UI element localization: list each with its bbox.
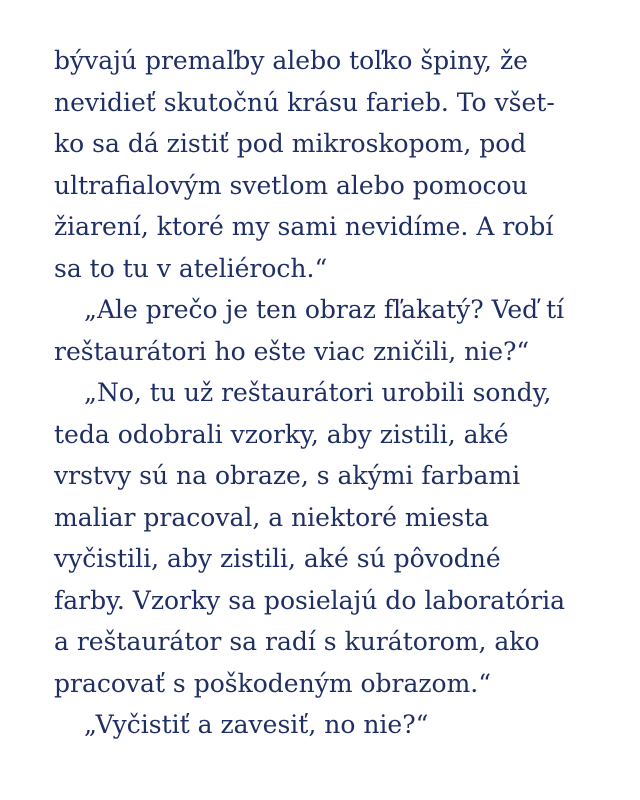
text-line: vrstvy sú na obraze, s akými farbami — [54, 461, 521, 490]
text-line: ultrafialovým svetlom alebo pomocou — [54, 170, 528, 200]
text-line: žiarení, ktoré my sami nevidíme. A robí — [54, 212, 554, 241]
text-line: nevidieť skutočnú krásu farieb. To všet- — [54, 87, 555, 117]
text-line: farby. Vzorky sa posielajú do laboratória — [54, 585, 566, 615]
text-line: a reštaurátor sa radí s kurátorom, ako — [54, 627, 540, 656]
text-line: ko sa dá zistiť pod mikroskopom, pod — [54, 129, 527, 158]
text-body — [54, 40, 614, 746]
text-line: vyčistili, aby zistili, aké sú pôvodné — [54, 544, 501, 573]
text-line: bývajú premaľby alebo toľko špiny, že — [54, 46, 528, 75]
text-line: maliar pracoval, a niektoré miesta — [54, 502, 490, 532]
paragraph-start-line: „Ale prečo je ten obraz fľakatý? Veď tí — [84, 295, 565, 324]
paragraph-start-line: „No, tu už reštaurátori urobili sondy, — [84, 378, 552, 407]
text-line: reštaurátori ho ešte viac zničili, nie?“ — [54, 336, 530, 366]
text-line: sa to tu v ateliéroch.“ — [54, 253, 328, 283]
text-line: teda odobrali vzorky, aby zistili, aké — [54, 419, 509, 449]
text-line: pracovať s poškodeným obrazom.“ — [54, 668, 492, 698]
paragraph-start-line: „Vyčistiť a zavesiť, no nie?“ — [84, 710, 429, 739]
